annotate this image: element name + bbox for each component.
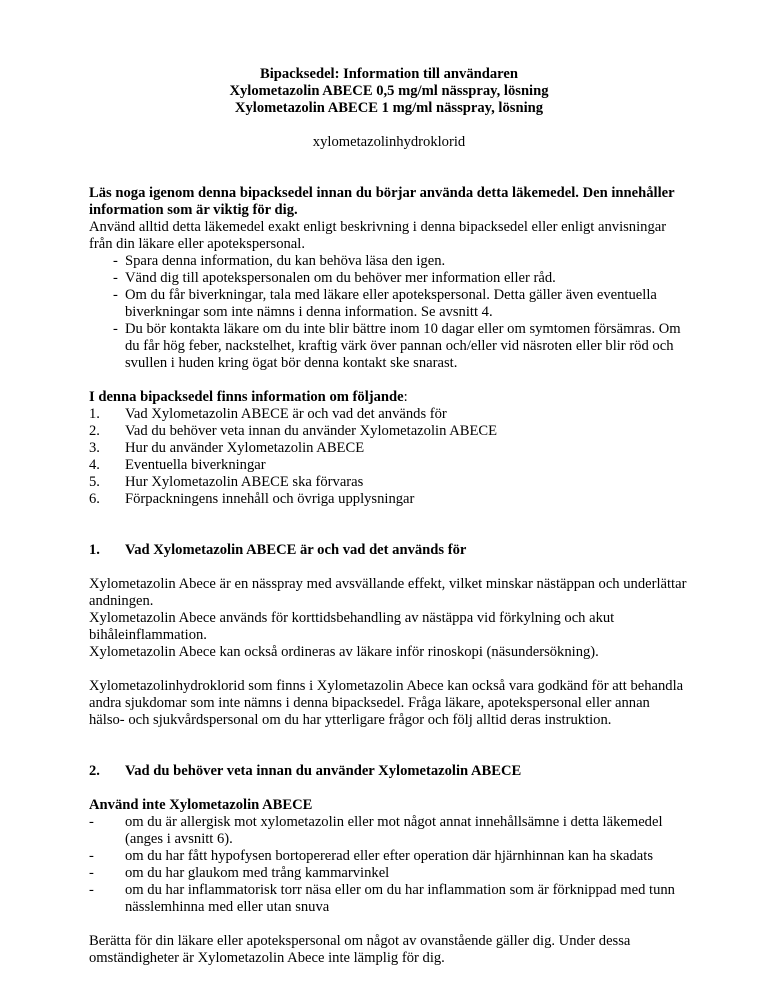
list-item: - om du har glaukom med trång kammarvinkel xyxy=(89,865,390,881)
list-item: - om du har inflammatorisk torr näsa eller om du har inflammation som är förknippad med tunn nässlemhinna med eller utan snuva xyxy=(89,882,675,915)
title-line-3: Xylometazolin ABECE 1 mg/ml nässpray, lösning xyxy=(234,100,544,116)
title-line-1: Bipacksedel: Information till användaren xyxy=(260,66,518,82)
document-title xyxy=(89,66,689,117)
intro-bullets xyxy=(89,253,689,372)
title-line-2: Xylometazolin ABECE 0,5 mg/ml nässpray, lösning xyxy=(229,83,549,99)
toc-item: 1. Vad Xylometazolin ABECE är och vad det används för xyxy=(89,406,447,422)
list-item: - Du bör kontakta läkare om du inte blir bättre inom 10 dagar eller om symtomen försämras. Om du får hög feber, nackstelhet, kraftig värk över pannan och/eller vid näsroten eller blir röd och svullen i huden kring ögat bör denna kontakt ske snarast. xyxy=(113,321,681,371)
intro-warning: Läs noga igenom denna bipacksedel innan du börjar använda detta läkemedel. Den innehåller information som är viktig för dig. xyxy=(89,185,675,218)
toc-item: 6. Förpackningens innehåll och övriga upplysningar xyxy=(89,491,415,507)
section-1-paragraph: Xylometazolin Abece är en nässpray med avsvällande effekt, vilket minskar nästäppan och underlättar andningen. xyxy=(89,576,687,609)
intro-section xyxy=(89,185,689,372)
document-page xyxy=(89,66,689,967)
toc-item: 4. Eventuella biverkningar xyxy=(89,457,266,473)
toc-section xyxy=(89,389,689,508)
section-1-paragraph: Xylometazolin Abece kan också ordineras av läkare inför rinoskopi (näsundersökning). xyxy=(89,644,599,660)
list-item: - om du har fått hypofysen bortopererad eller efter operation där hjärnhinnan kan ha skadats xyxy=(89,848,654,864)
section-2-heading: 2. Vad du behöver veta innan du använder Xylometazolin ABECE xyxy=(89,763,522,779)
toc-item: 2. Vad du behöver veta innan du använder Xylometazolin ABECE xyxy=(89,423,498,439)
toc-heading: I denna bipacksedel finns information om följande: xyxy=(89,389,408,405)
list-item: - Om du får biverkningar, tala med läkare eller apotekspersonal. Detta gäller även eventuella biverkningar som inte nämns i denna information. Se avsnitt 4. xyxy=(113,287,657,320)
section-1-paragraph: Xylometazolin Abece används för korttidsbehandling av nästäppa vid förkylning och akut bihåleinflammation. xyxy=(89,610,615,643)
toc-item: 3. Hur du använder Xylometazolin ABECE xyxy=(89,440,365,456)
section-1-heading: 1. Vad Xylometazolin ABECE är och vad det används för xyxy=(89,542,467,558)
toc-list xyxy=(89,406,689,508)
active-substance: xylometazolinhydroklorid xyxy=(312,134,466,150)
section-1 xyxy=(89,542,689,729)
section-2-bullets xyxy=(89,814,689,916)
intro-text: Använd alltid detta läkemedel exakt enligt beskrivning i denna bipacksedel eller enligt anvisningar från din läkare eller apotekspersonal. xyxy=(89,219,667,252)
section-1-paragraph: Xylometazolinhydroklorid som finns i Xylometazolin Abece kan också vara godkänd för att behandla andra sjukdomar som inte nämns i denna bipacksedel. Fråga läkare, apotekspersonal eller annan hälso- och sjukvårdspersonal om du har ytterligare frågor och följ alltid deras instruktion. xyxy=(89,678,684,728)
list-item: - Spara denna information, du kan behöva läsa den igen. xyxy=(113,253,446,269)
section-2 xyxy=(89,763,689,967)
section-2-closing: Berätta för din läkare eller apotekspersonal om något av ovanstående gäller dig. Under dessa omständigheter är Xylometazolin Abece inte lämplig för dig. xyxy=(89,933,631,966)
list-item: - om du är allergisk mot xylometazolin eller mot något annat innehållsämne i detta läkemedel (anges i avsnitt 6). xyxy=(89,814,663,847)
toc-item: 5. Hur Xylometazolin ABECE ska förvaras xyxy=(89,474,364,490)
list-item: - Vänd dig till apotekspersonalen om du behöver mer information eller råd. xyxy=(113,270,556,286)
section-2-subheading: Använd inte Xylometazolin ABECE xyxy=(89,797,313,813)
